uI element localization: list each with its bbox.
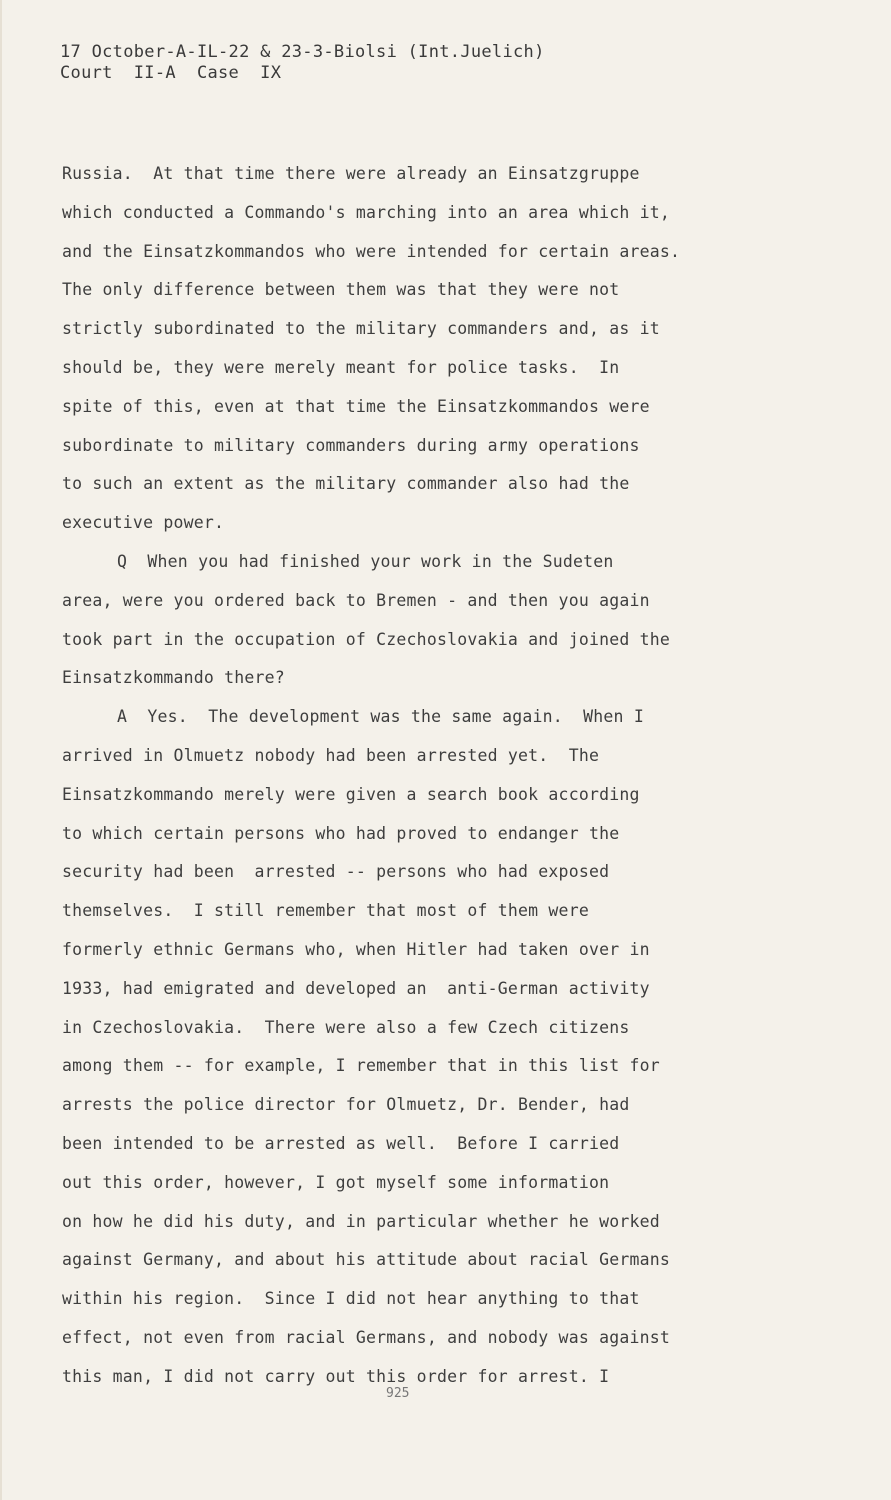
transcript-body	[62, 155, 782, 1397]
text-line: which conducted a Commando's marching into an area which it,	[62, 202, 671, 222]
text-line: Einsatzkommando merely were given a search book according	[62, 784, 640, 804]
answer-line: A Yes. The development was the same again. When I	[117, 707, 644, 727]
text-line: area, were you ordered back to Bremen - and then you again	[62, 590, 650, 610]
text-line: and the Einsatzkommandos who were intended for certain areas.	[62, 241, 681, 261]
text-line: Einsatzkommando there?	[62, 668, 285, 688]
text-line: The only difference between them was that they were not	[62, 280, 620, 300]
text-line: subordinate to military commanders during army operations	[62, 435, 640, 455]
text-line: should be, they were merely meant for police tasks. In	[62, 357, 620, 377]
page-edge	[0, 0, 2, 1500]
text-line: formerly ethnic Germans who, when Hitler had taken over in	[62, 939, 650, 959]
text-line: to such an extent as the military commander also had the	[62, 474, 630, 494]
text-line: strictly subordinated to the military commanders and, as it	[62, 319, 660, 339]
text-line: to which certain persons who had proved to endanger the	[62, 823, 620, 843]
text-line: been intended to be arrested as well. Before I carried	[62, 1133, 620, 1153]
text-line: arrests the police director for Olmuetz, Dr. Bender, had	[62, 1095, 630, 1115]
text-line: against Germany, and about his attitude about racial Germans	[62, 1250, 671, 1270]
page-header	[60, 42, 545, 84]
text-line: security had been arrested -- persons who had exposed	[62, 862, 610, 882]
text-line: 1933, had emigrated and developed an anti-German activity	[62, 978, 650, 998]
text-line: in Czechoslovakia. There were also a few Czech citizens	[62, 1017, 630, 1037]
question-line: Q When you had finished your work in the Sudeten	[117, 551, 614, 571]
text-line: this man, I did not carry out this order for arrest. I	[62, 1366, 610, 1386]
text-line: themselves. I still remember that most of them were	[62, 901, 589, 921]
text-line: out this order, however, I got myself some information	[62, 1172, 610, 1192]
text-line: Russia. At that time there were already an Einsatzgruppe	[62, 164, 640, 183]
text-line: arrived in Olmuetz nobody had been arrested yet. The	[62, 745, 600, 765]
text-line: spite of this, even at that time the Einsatzkommandos were	[62, 396, 650, 416]
text-line: effect, not even from racial Germans, and nobody was against	[62, 1327, 671, 1347]
text-line: within his region. Since I did not hear anything to that	[62, 1289, 640, 1309]
text-line: on how he did his duty, and in particular whether he worked	[62, 1211, 660, 1231]
text-line: took part in the occupation of Czechoslovakia and joined the	[62, 629, 671, 649]
header-line-1: 17 October-A-IL-22 & 23-3-Biolsi (Int.Juelich)	[60, 42, 545, 62]
page-number: 925	[386, 1386, 410, 1401]
header-line-2: Court II-A Case IX	[60, 63, 282, 83]
text-line: executive power.	[62, 513, 225, 533]
text-line: among them -- for example, I remember that in this list for	[62, 1056, 660, 1076]
